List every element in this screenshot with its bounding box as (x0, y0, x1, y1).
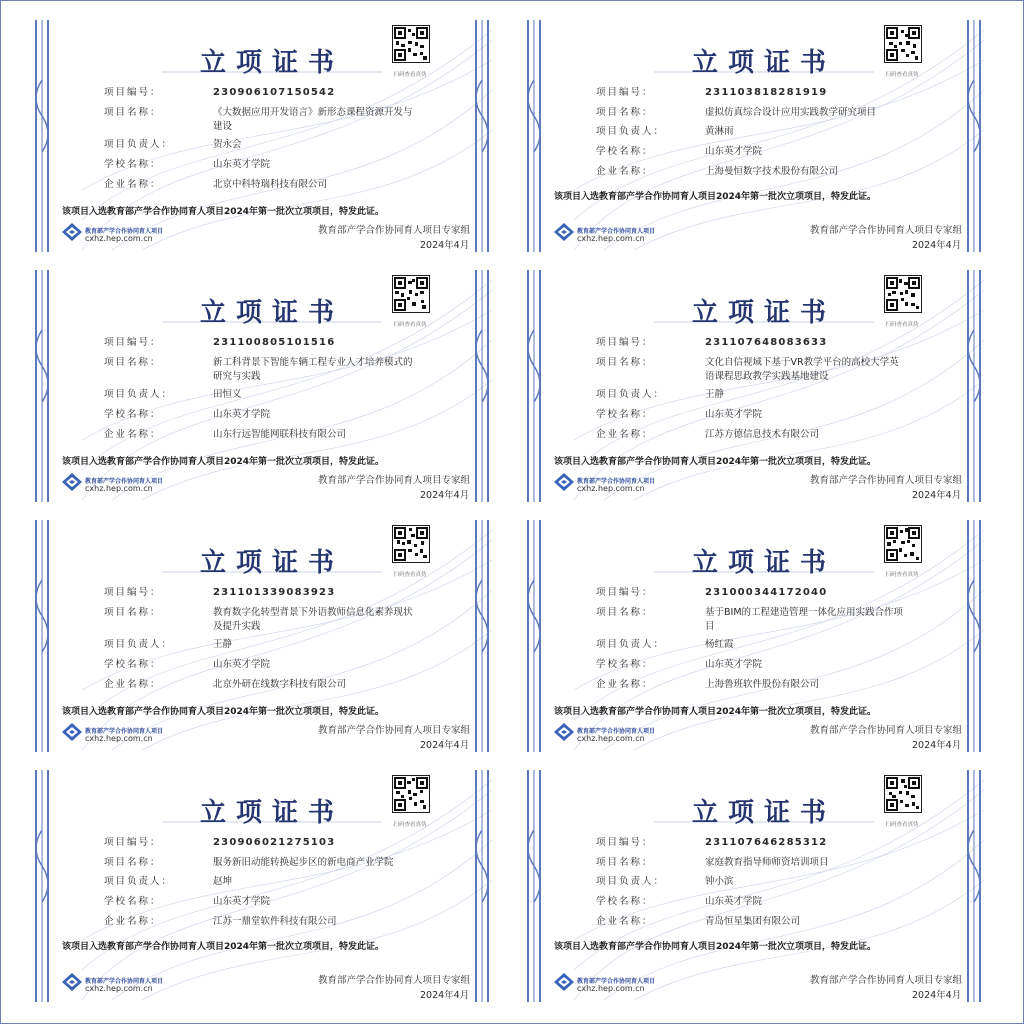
project-name-line1: 家庭教育指导师师资培训项目 (705, 857, 829, 868)
project-id-label: 项目编号： (596, 587, 654, 598)
program-logo-text: 教育部产学合作协同育人项目 (85, 478, 164, 485)
project-name-label: 项目名称： (596, 857, 654, 868)
company-label: 企业名称： (104, 429, 162, 440)
qr-code-icon (392, 525, 430, 563)
issuer: 教育部产学合作协同育人项目专家组 (318, 225, 471, 236)
project-leader-label: 项目负责人： (104, 876, 174, 887)
project-leader-label: 项目负责人： (104, 389, 174, 400)
project-name-line1: 教育数字化转型背景下外语教师信息化素养现状 (213, 607, 413, 618)
issue-date: 2024年4月 (420, 990, 470, 1001)
school-label: 学校名称： (104, 659, 162, 670)
project-id-label: 项目编号： (104, 587, 162, 598)
certificate-card (514, 520, 1002, 752)
qr-caption: 扫码查看真伪 (885, 72, 919, 78)
certificate-title: 立项证书 (691, 798, 836, 828)
program-url: cxhz.hep.com.cn (577, 734, 645, 743)
company-label: 企业名称： (104, 916, 162, 927)
certificate-card (22, 20, 510, 252)
project-name-label: 项目名称： (104, 107, 162, 118)
issuer: 教育部产学合作协同育人项目专家组 (318, 975, 471, 986)
project-name-line1: 《大数据应用开发语言》新形态课程资源开发与 (213, 107, 413, 118)
company-label: 企业名称： (596, 916, 654, 927)
company-label: 企业名称： (104, 679, 162, 690)
qr-code-icon (392, 275, 430, 313)
certificate-title: 立项证书 (691, 298, 836, 328)
qr-code-icon (884, 25, 922, 63)
company-label: 企业名称： (104, 179, 162, 190)
project-id-label: 项目编号： (104, 837, 162, 848)
program-url: cxhz.hep.com.cn (85, 234, 153, 243)
program-url: cxhz.hep.com.cn (85, 484, 153, 493)
project-leader-label: 项目负责人： (596, 389, 666, 400)
qr-caption: 扫码查看真伪 (885, 322, 919, 328)
school-label: 学校名称： (104, 159, 162, 170)
project-name-line2: 研究与实践 (213, 371, 261, 382)
company-value: 山东行远智能网联科技有限公司 (213, 429, 347, 440)
school-label: 学校名称： (596, 659, 654, 670)
company-value: 北京外研在线数字科技有限公司 (213, 679, 347, 690)
project-name-value (705, 356, 945, 384)
certificate-card (514, 270, 1002, 502)
project-id-value: 230906107150542 (213, 87, 336, 98)
project-leader-value: 杨红霞 (705, 639, 734, 650)
issue-date: 2024年4月 (420, 740, 470, 751)
certification-statement: 该项目入选教育部产学合作协同育人项目2024年第一批次立项项目，特发此证。 (62, 207, 385, 217)
certificate-card (514, 770, 1002, 1002)
project-name-label: 项目名称： (104, 357, 162, 368)
project-name-value (213, 356, 453, 384)
issuer: 教育部产学合作协同育人项目专家组 (810, 725, 963, 736)
project-name-line1: 新工科背景下智能车辆工程专业人才培养模式的 (213, 357, 413, 368)
certificate-card (22, 770, 510, 1002)
school-value: 山东英才学院 (705, 409, 763, 420)
issuer: 教育部产学合作协同育人项目专家组 (810, 975, 963, 986)
company-label: 企业名称： (596, 429, 654, 440)
project-name-line1: 虚拟仿真综合设计应用实践教学研究项目 (705, 107, 877, 118)
project-leader-label: 项目负责人： (104, 639, 174, 650)
program-url: cxhz.hep.com.cn (577, 484, 645, 493)
qr-code-icon (884, 525, 922, 563)
qr-caption: 扫码查看真伪 (885, 572, 919, 578)
school-value: 山东英才学院 (705, 659, 763, 670)
company-value: 青岛恒星集团有限公司 (705, 916, 801, 927)
qr-code-icon (884, 775, 922, 813)
issue-date: 2024年4月 (912, 240, 962, 251)
school-value: 山东英才学院 (213, 659, 271, 670)
certification-statement: 该项目入选教育部产学合作协同育人项目2024年第一批次立项项目，特发此证。 (554, 707, 877, 717)
certificate-title: 立项证书 (199, 548, 344, 578)
project-leader-value: 黄淋雨 (705, 126, 734, 137)
project-name-label: 项目名称： (596, 357, 654, 368)
company-label: 企业名称： (596, 679, 654, 690)
qr-caption: 扫码查看真伪 (393, 822, 427, 828)
project-name-line2: 及提升实践 (213, 621, 261, 632)
company-label: 企业名称： (596, 166, 654, 177)
school-value: 山东英才学院 (213, 896, 271, 907)
project-name-label: 项目名称： (596, 107, 654, 118)
school-label: 学校名称： (104, 409, 162, 420)
program-logo-text: 教育部产学合作协同育人项目 (85, 728, 164, 735)
project-name-value (705, 106, 945, 120)
project-name-label: 项目名称： (596, 607, 654, 618)
qr-code-icon (392, 775, 430, 813)
program-url: cxhz.hep.com.cn (85, 984, 153, 993)
company-value: 江苏一鼎堂软件科技有限公司 (213, 916, 337, 927)
school-label: 学校名称： (596, 409, 654, 420)
project-id-label: 项目编号： (596, 837, 654, 848)
certificate-title: 立项证书 (691, 548, 836, 578)
qr-caption: 扫码查看真伪 (393, 72, 427, 78)
project-name-value (705, 606, 945, 634)
project-id-value: 231107648083633 (705, 337, 828, 348)
school-label: 学校名称： (104, 896, 162, 907)
project-id-label: 项目编号： (596, 87, 654, 98)
project-id-value: 231101339083923 (213, 587, 336, 598)
project-name-label: 项目名称： (104, 607, 162, 618)
certificate-card (514, 20, 1002, 252)
program-logo-text: 教育部产学合作协同育人项目 (577, 728, 656, 735)
issuer: 教育部产学合作协同育人项目专家组 (810, 225, 963, 236)
project-name-value (213, 856, 453, 870)
project-leader-label: 项目负责人： (596, 876, 666, 887)
school-value: 山东英才学院 (705, 896, 763, 907)
school-label: 学校名称： (596, 896, 654, 907)
certification-statement: 该项目入选教育部产学合作协同育人项目2024年第一批次立项项目，特发此证。 (554, 942, 877, 952)
project-name-line2: 语课程思政教学实践基地建设 (705, 371, 829, 382)
company-value: 上海曼恒数字技术股份有限公司 (705, 166, 839, 177)
project-leader-label: 项目负责人： (104, 139, 174, 150)
issuer: 教育部产学合作协同育人项目专家组 (318, 475, 471, 486)
certification-statement: 该项目入选教育部产学合作协同育人项目2024年第一批次立项项目，特发此证。 (62, 707, 385, 717)
certificate-card (22, 270, 510, 502)
school-value: 山东英才学院 (705, 146, 763, 157)
issuer: 教育部产学合作协同育人项目专家组 (810, 475, 963, 486)
program-url: cxhz.hep.com.cn (85, 734, 153, 743)
program-url: cxhz.hep.com.cn (577, 234, 645, 243)
certificate-card (22, 520, 510, 752)
project-leader-value: 赵坤 (213, 876, 233, 887)
program-logo-text: 教育部产学合作协同育人项目 (577, 978, 656, 985)
certificate-title: 立项证书 (691, 48, 836, 78)
issue-date: 2024年4月 (912, 490, 962, 501)
certification-statement: 该项目入选教育部产学合作协同育人项目2024年第一批次立项项目，特发此证。 (554, 192, 877, 202)
certification-statement: 该项目入选教育部产学合作协同育人项目2024年第一批次立项项目，特发此证。 (554, 457, 877, 467)
company-value: 北京中科特瑞科技有限公司 (213, 179, 328, 190)
project-name-line1: 文化自信视域下基于VR教学平台的高校大学英 (705, 357, 899, 368)
project-name-line1: 服务新旧动能转换起步区的新电商产业学院 (213, 857, 394, 868)
issue-date: 2024年4月 (420, 240, 470, 251)
qr-caption: 扫码查看真伪 (393, 322, 427, 328)
project-id-value: 231107646285312 (705, 837, 828, 848)
program-logo-text: 教育部产学合作协同育人项目 (85, 978, 164, 985)
qr-code-icon (392, 25, 430, 63)
qr-caption: 扫码查看真伪 (885, 822, 919, 828)
certification-statement: 该项目入选教育部产学合作协同育人项目2024年第一批次立项项目，特发此证。 (62, 457, 385, 467)
issue-date: 2024年4月 (912, 740, 962, 751)
issuer: 教育部产学合作协同育人项目专家组 (318, 725, 471, 736)
program-logo-text: 教育部产学合作协同育人项目 (85, 228, 164, 235)
certification-statement: 该项目入选教育部产学合作协同育人项目2024年第一批次立项项目，特发此证。 (62, 942, 385, 952)
project-name-line2: 建设 (213, 121, 233, 132)
school-value: 山东英才学院 (213, 159, 271, 170)
qr-caption: 扫码查看真伪 (393, 572, 427, 578)
school-value: 山东英才学院 (213, 409, 271, 420)
project-name-value (213, 106, 453, 134)
certificate-title: 立项证书 (199, 48, 344, 78)
project-leader-label: 项目负责人： (596, 639, 666, 650)
qr-code-icon (884, 275, 922, 313)
issue-date: 2024年4月 (912, 990, 962, 1001)
company-value: 上海鲁班软件股份有限公司 (705, 679, 820, 690)
project-id-value: 230906021275103 (213, 837, 336, 848)
project-id-value: 231100805101516 (213, 337, 336, 348)
project-id-label: 项目编号： (596, 337, 654, 348)
company-value: 江苏方德信息技术有限公司 (705, 429, 820, 440)
certificate-title: 立项证书 (199, 298, 344, 328)
program-logo-text: 教育部产学合作协同育人项目 (577, 228, 656, 235)
project-id-value: 231103818281919 (705, 87, 828, 98)
project-leader-value: 王静 (705, 389, 725, 400)
project-id-value: 231000344172040 (705, 587, 828, 598)
school-label: 学校名称： (596, 146, 654, 157)
project-name-value (705, 856, 945, 870)
project-leader-value: 王静 (213, 639, 233, 650)
project-id-label: 项目编号： (104, 337, 162, 348)
certificate-title: 立项证书 (199, 798, 344, 828)
project-name-line1: 基于BIM的工程建造管理一体化应用实践合作项 (705, 607, 904, 618)
project-leader-label: 项目负责人： (596, 126, 666, 137)
project-name-line2: 目 (705, 621, 715, 632)
project-leader-value: 田恒义 (213, 389, 242, 400)
program-url: cxhz.hep.com.cn (577, 984, 645, 993)
project-leader-value: 贺永会 (213, 139, 242, 150)
program-logo-text: 教育部产学合作协同育人项目 (577, 478, 656, 485)
project-name-label: 项目名称： (104, 857, 162, 868)
project-leader-value: 钟小滨 (705, 876, 734, 887)
project-name-value (213, 606, 453, 634)
project-id-label: 项目编号： (104, 87, 162, 98)
issue-date: 2024年4月 (420, 490, 470, 501)
